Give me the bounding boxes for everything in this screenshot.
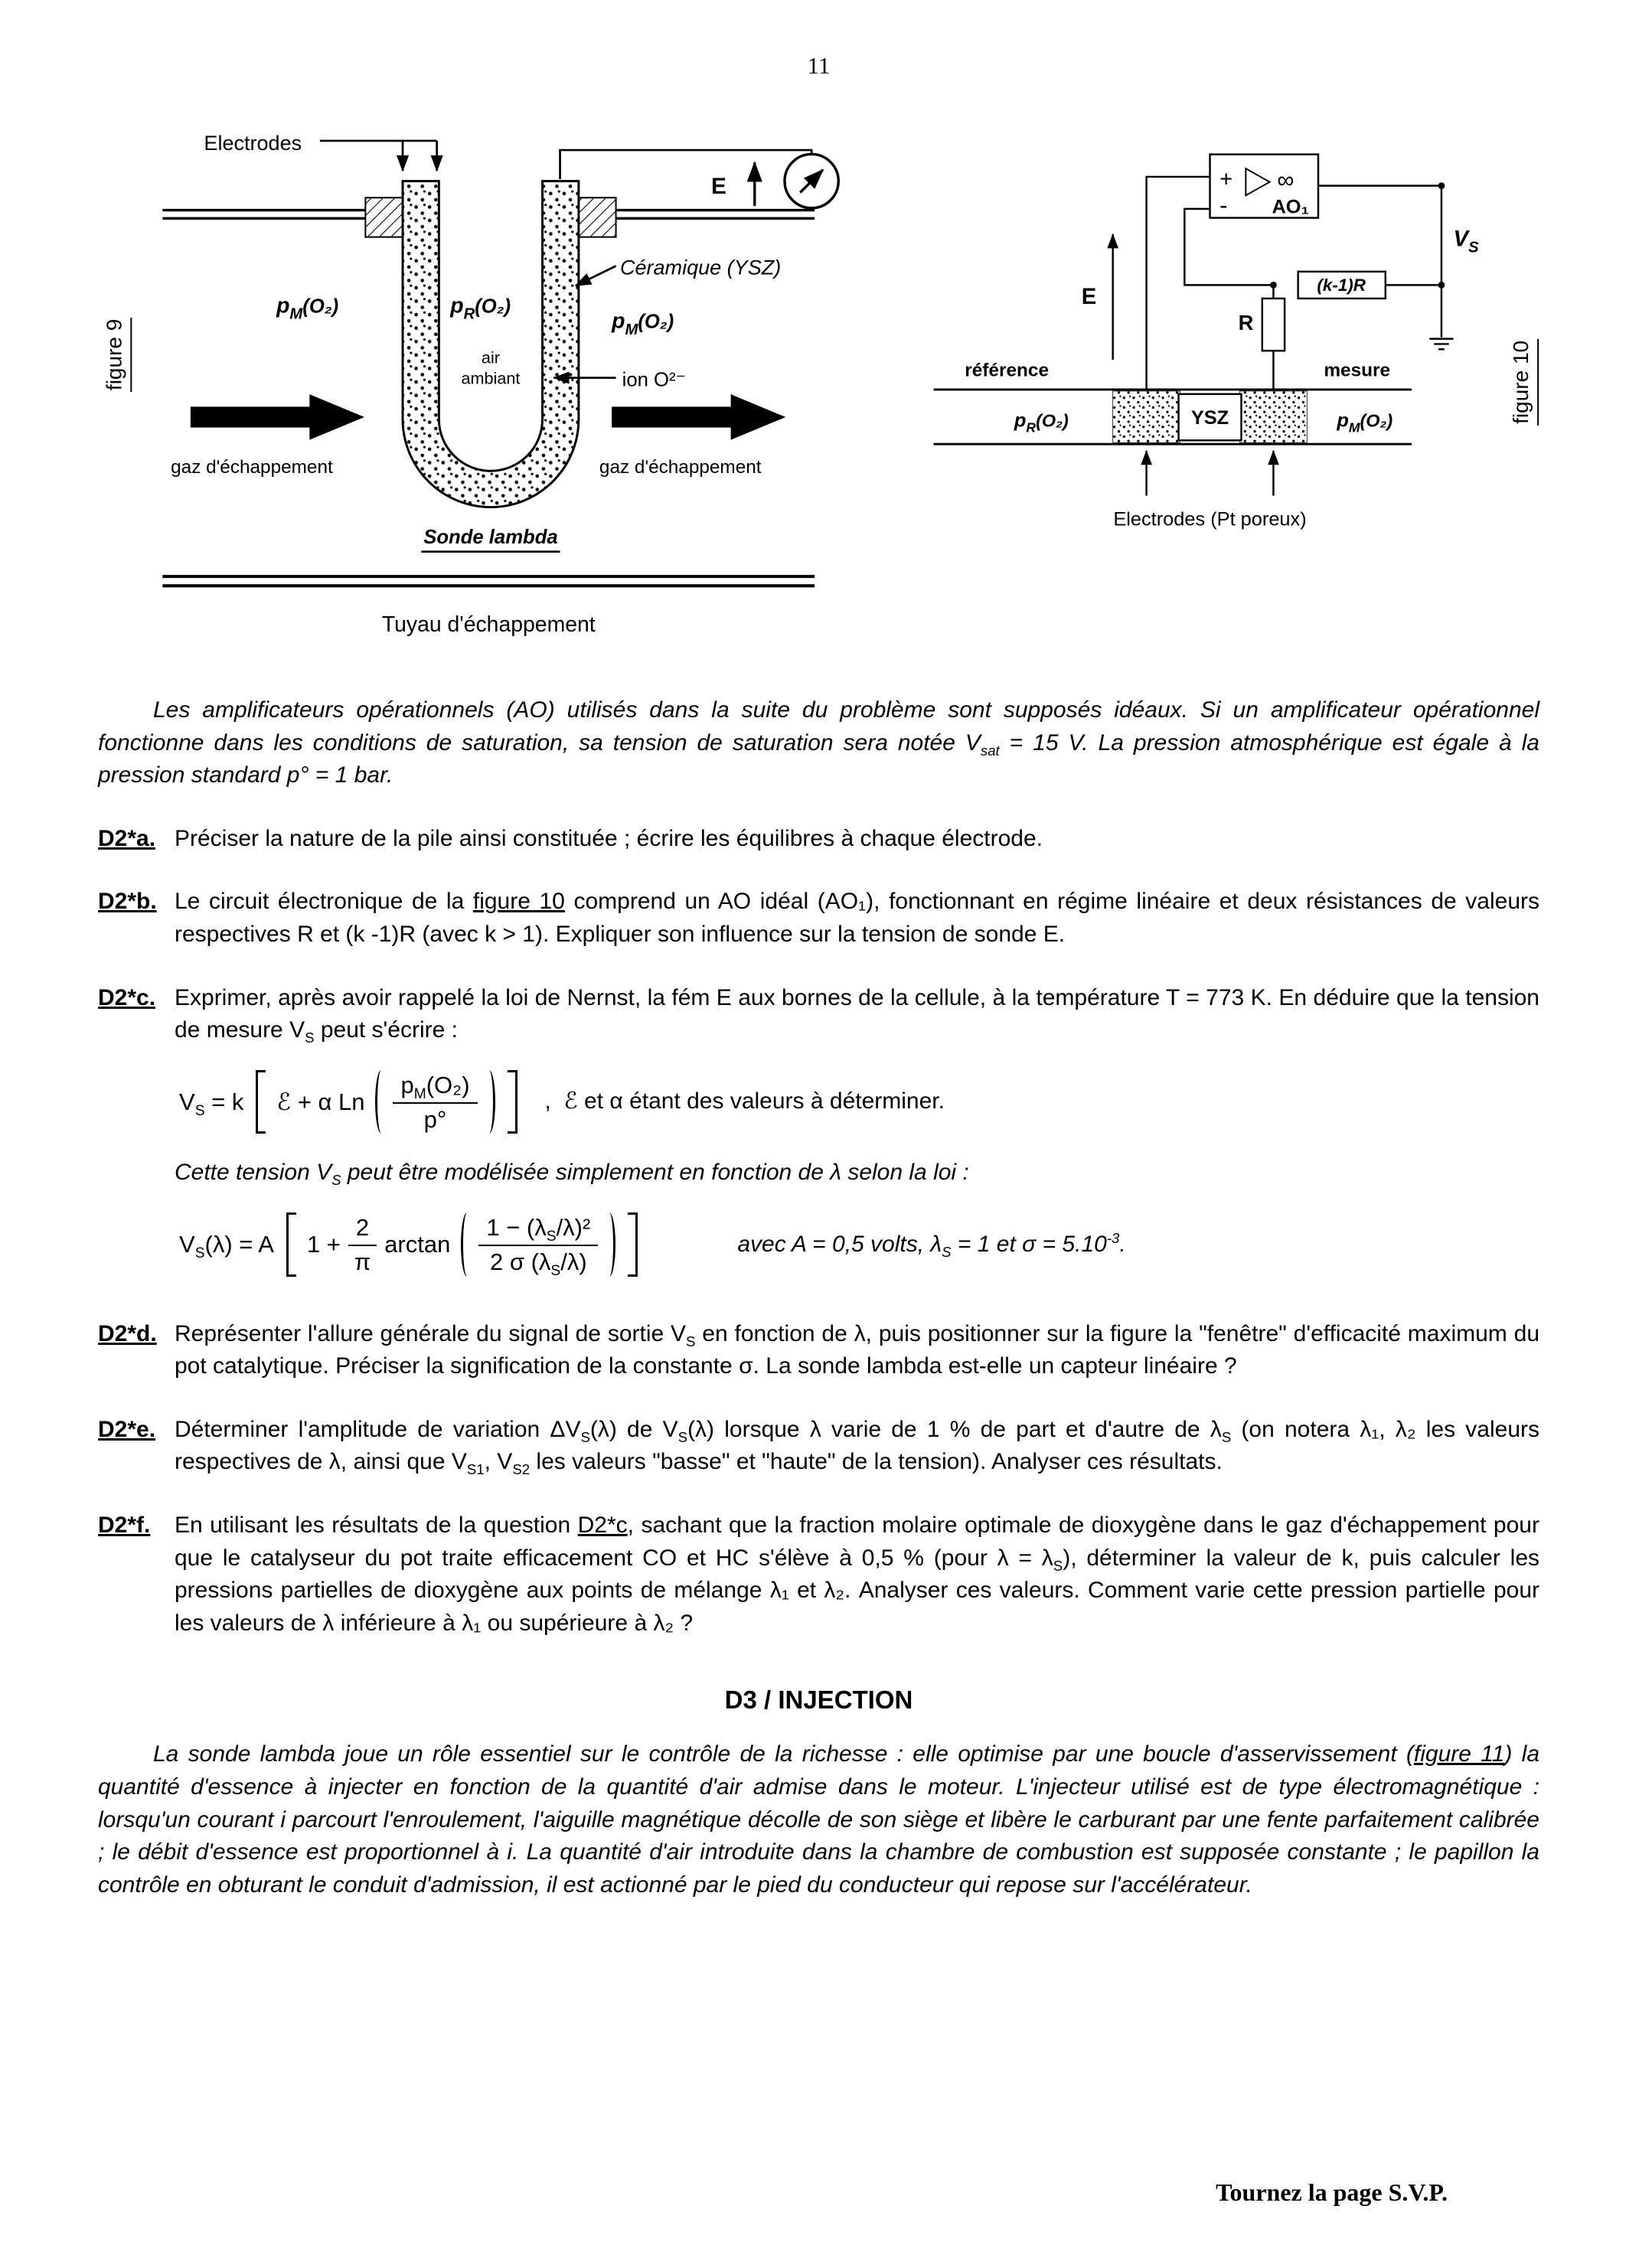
resistor-r-label: R <box>1238 310 1253 334</box>
figure-10 <box>889 113 1539 531</box>
model-sentence: Cette tension $V_S$ peut être modélisée simplement en fonction de λ selon la loi : <box>175 1160 969 1189</box>
arctan-argument-fraction: $\frac{1 - (\lambda_S/\lambda)^2}{2 \sigma (\lambda_S/\lambda)}$ <box>478 1212 598 1277</box>
pm-left-label: $p_M(O_2)$ <box>276 293 339 323</box>
reference-label: référence <box>964 360 1049 381</box>
question-d2e <box>98 1414 1539 1479</box>
intro-text: Les amplificateurs opérationnels (AO) utilisés dans la suite du problème sont supposés idéaux. Si un amplificateur opérationnel fonctionne dans les conditions de saturation, sa tension de saturation sera notée V <box>98 697 1539 755</box>
gas-flow-arrow-right <box>612 394 785 439</box>
pm-right-label: $p_M(O_2)$ <box>612 308 674 338</box>
pr-label: $p_R(O_2)$ <box>450 293 511 323</box>
question-d2d-label: D2*d. <box>98 1320 157 1346</box>
figure-10-side-label: figure 10 <box>1506 339 1539 426</box>
cell-emf-label: E <box>1081 284 1096 309</box>
air-label-line2: ambiant <box>461 368 521 388</box>
ceramic-u-tube <box>403 181 579 507</box>
ground-icon <box>1429 285 1453 349</box>
resistor-r <box>1262 299 1284 351</box>
question-d2d <box>98 1318 1539 1383</box>
question-d2b-label: D2*b. <box>98 889 157 915</box>
vs-top-terminal <box>1438 182 1445 189</box>
right-square-bracket <box>508 1070 517 1134</box>
pm-label: $p_M(O_2)$ <box>1336 410 1392 436</box>
question-d2c-intro: Exprimer, après avoir rappelé la loi de Nernst, la fém E aux bornes de la cellule, à la température T = 773 K. En déduire que la tension de mesure $V_S$ peut s'écrire : <box>175 984 1539 1046</box>
opamp-plus-input: + <box>1219 167 1233 192</box>
porous-electrode-right <box>1239 391 1307 442</box>
mesure-label: mesure <box>1323 360 1390 381</box>
right-paren <box>604 1212 615 1277</box>
formula-constants-note: avec A = 0,5 volts, $\lambda_S = 1$ et $\sigma = 5.10^{-3}$. <box>737 1229 1126 1260</box>
figure-9-caption: Tuyau d'échappement <box>381 612 596 637</box>
left-paren <box>461 1212 472 1277</box>
question-d2d-text: Représenter l'allure générale du signal de sortie $V_S$ en fonction de λ, puis positionner sur la figure la "fenêtre" d'efficacité maximum du pot catalytique. Préciser la signification de la constante σ. La sonde lambda est-elle un capteur linéaire ? <box>175 1320 1540 1379</box>
question-d2c-reference: D2*c <box>577 1513 628 1539</box>
ceramique-label: Céramique (YSZ) <box>619 256 782 279</box>
right-paren <box>484 1070 495 1134</box>
question-d2c-text <box>175 982 1539 1287</box>
question-d2a-text: Préciser la nature de la pile ainsi constituée ; écrire les équilibres à chaque électrode. <box>175 825 1043 851</box>
probe-seal-left <box>365 197 403 237</box>
nernst-formula: $V_S = k$ ℰ + α Ln $\frac{p_M(O_2)}{p^\circ}$ , ℰ et α étant des valeurs à déterminer. <box>179 1071 945 1133</box>
emf-label: E <box>710 173 726 199</box>
turn-page-footer: Tournez la page S.V.P. <box>1216 2178 1448 2206</box>
question-d2f-label: D2*f. <box>98 1513 151 1539</box>
figure-11-reference: figure 11 <box>1413 1741 1505 1767</box>
figure-10-caption: Electrodes (Pt poreux) <box>1112 508 1307 530</box>
exhaust-gas-label-left: gaz d'échappement <box>171 456 333 478</box>
vs-label: $V_S$ <box>1453 227 1479 256</box>
figure-9-side-label: figure 9 <box>99 318 132 392</box>
question-d2e-label: D2*e. <box>98 1416 156 1442</box>
question-d2f-text: En utilisant les résultats de la question D2*c, sachant que la fraction molaire optimale de dioxygène dans le gaz d'échappement pour que le catalyseur du pot traite efficacement CO et HC s'élève à 0,5 % (pour $\lambda = \lambda_S$), déterminer la valeur de k, puis calculer les pressions partielles de dioxygène aux points de mélange λ₁ et λ₂. Analyser ces valeurs. Comment varie cette pression partielle pour les valeurs de λ inférieure à λ₁ ou supérieure à λ₂ ? <box>175 1513 1539 1636</box>
question-d2a <box>98 823 1539 856</box>
left-square-bracket <box>256 1070 266 1134</box>
sensor-circuit-diagram <box>889 113 1501 531</box>
air-label-line1: air <box>481 348 500 367</box>
question-d2a-label: D2*a. <box>98 825 156 851</box>
left-paren <box>375 1070 387 1134</box>
right-square-bracket <box>628 1212 638 1277</box>
page-number: 11 <box>807 52 831 79</box>
sonde-lambda-label: Sonde lambda <box>423 526 558 548</box>
probe-seal-right <box>579 197 616 237</box>
exhaust-gas-label-right: gaz d'échappement <box>599 456 762 478</box>
exhaust-pipe-top-wall <box>162 197 815 237</box>
opamp-name: AO₁ <box>1272 196 1309 218</box>
question-d2b-text: Le circuit électronique de la figure 10 comprend un AO idéal (AO₁), fonctionnant en régime linéaire et deux résistances de valeurs respectives R et (k -1)R (avec k > 1). Expliquer son influence sur la tension de sonde E. <box>175 889 1539 948</box>
d3-paragraph: La sonde lambda joue un rôle essentiel sur le contrôle de la richesse : elle optimise par une boucle d'asservissement (figure 11) la quantité d'essence à injecter en fonction de la quantité d'air admise dans le moteur. L'injecteur utilisé est de type électromagnétique : lorsqu'un courant i parcourt l'enroulement, l'aiguille magnétique décolle de son siège et libère le carburant par une fente parfaitement calibrée ; le débit d'essence est proportionnel à i. La quantité d'air introduite dans la chambre de combustion est supposée constante ; le papillon la contrôle en obturant le conduit d'admission, il est actionné par le pied du conducteur qui repose sur l'accélérateur. <box>98 1741 1539 1898</box>
question-d2c-label: D2*c. <box>98 984 156 1010</box>
output-wire <box>1318 186 1441 286</box>
left-square-bracket <box>286 1212 296 1277</box>
two-over-pi: $\frac{2}{\pi}$ <box>348 1212 377 1277</box>
intro-paragraph: Les amplificateurs opérationnels (AO) utilisés dans la suite du problème sont supposés idéaux. Si un amplificateur opérationnel fonctionne dans les conditions de saturation, sa tension de saturation sera notée $V_{sat} = 15$ V. La pression atmosphérique est égale à la pression standard p° = 1 bar. <box>98 697 1539 788</box>
resistor-k1r-label: (k-1)R <box>1317 276 1366 295</box>
measurement-wire <box>560 150 812 179</box>
porous-electrode-left <box>1112 391 1180 442</box>
question-d2f <box>98 1509 1539 1640</box>
model-formula: $V_S(\lambda) = A$ 1 + $\frac{2}{\pi}$ arctan $\frac{1 - (\lambda_S/\lambda)^2}{2 \sigma (\lambda_S/\lambda)}$ avec A = 0,5 volts, $\lambda_S = 1$ et $\sigma = 5.10^{-3}$. <box>179 1214 1126 1280</box>
formula-tail: , ℰ et α étant des valeurs à déterminer. <box>544 1088 945 1114</box>
figure-10-reference: figure 10 <box>472 889 565 915</box>
figure-9 <box>98 109 883 647</box>
figures-row <box>98 109 1539 647</box>
ysz-label: YSZ <box>1190 406 1229 429</box>
pressure-fraction: $\frac{p_M(O_2)}{p^\circ}$ <box>393 1070 477 1134</box>
oxygen-ion-label: ion O²⁻ <box>622 369 687 391</box>
opamp-infinity: ∞ <box>1276 166 1295 194</box>
pr-label: $p_R(O_2)$ <box>1014 410 1069 436</box>
exhaust-pipe-bottom-wall <box>162 576 815 586</box>
opamp-minus-input: - <box>1219 191 1228 219</box>
electrodes-label: Electrodes <box>204 132 302 155</box>
section-d3-title: D3 / INJECTION <box>724 1685 913 1715</box>
opamp-symbol <box>1210 155 1317 219</box>
lambda-probe-diagram <box>144 109 879 647</box>
gas-flow-arrow-left <box>191 394 364 439</box>
minus-input-wire <box>1184 209 1273 286</box>
question-d2c <box>98 982 1539 1287</box>
question-d2b <box>98 886 1539 951</box>
question-d2e-text: Déterminer l'amplitude de variation $\Delta V_S(\lambda)$ de $V_S(\lambda)$ lorsque λ varie de 1 % de part et d'autre de $\lambda_S$ (on notera λ₁, λ₂ les valeurs respectives de λ, ainsi que $V_{S1}$, $V_{S2}$ les valeurs "basse" et "haute" de la tension). Analyser ces résultats. <box>175 1416 1540 1478</box>
